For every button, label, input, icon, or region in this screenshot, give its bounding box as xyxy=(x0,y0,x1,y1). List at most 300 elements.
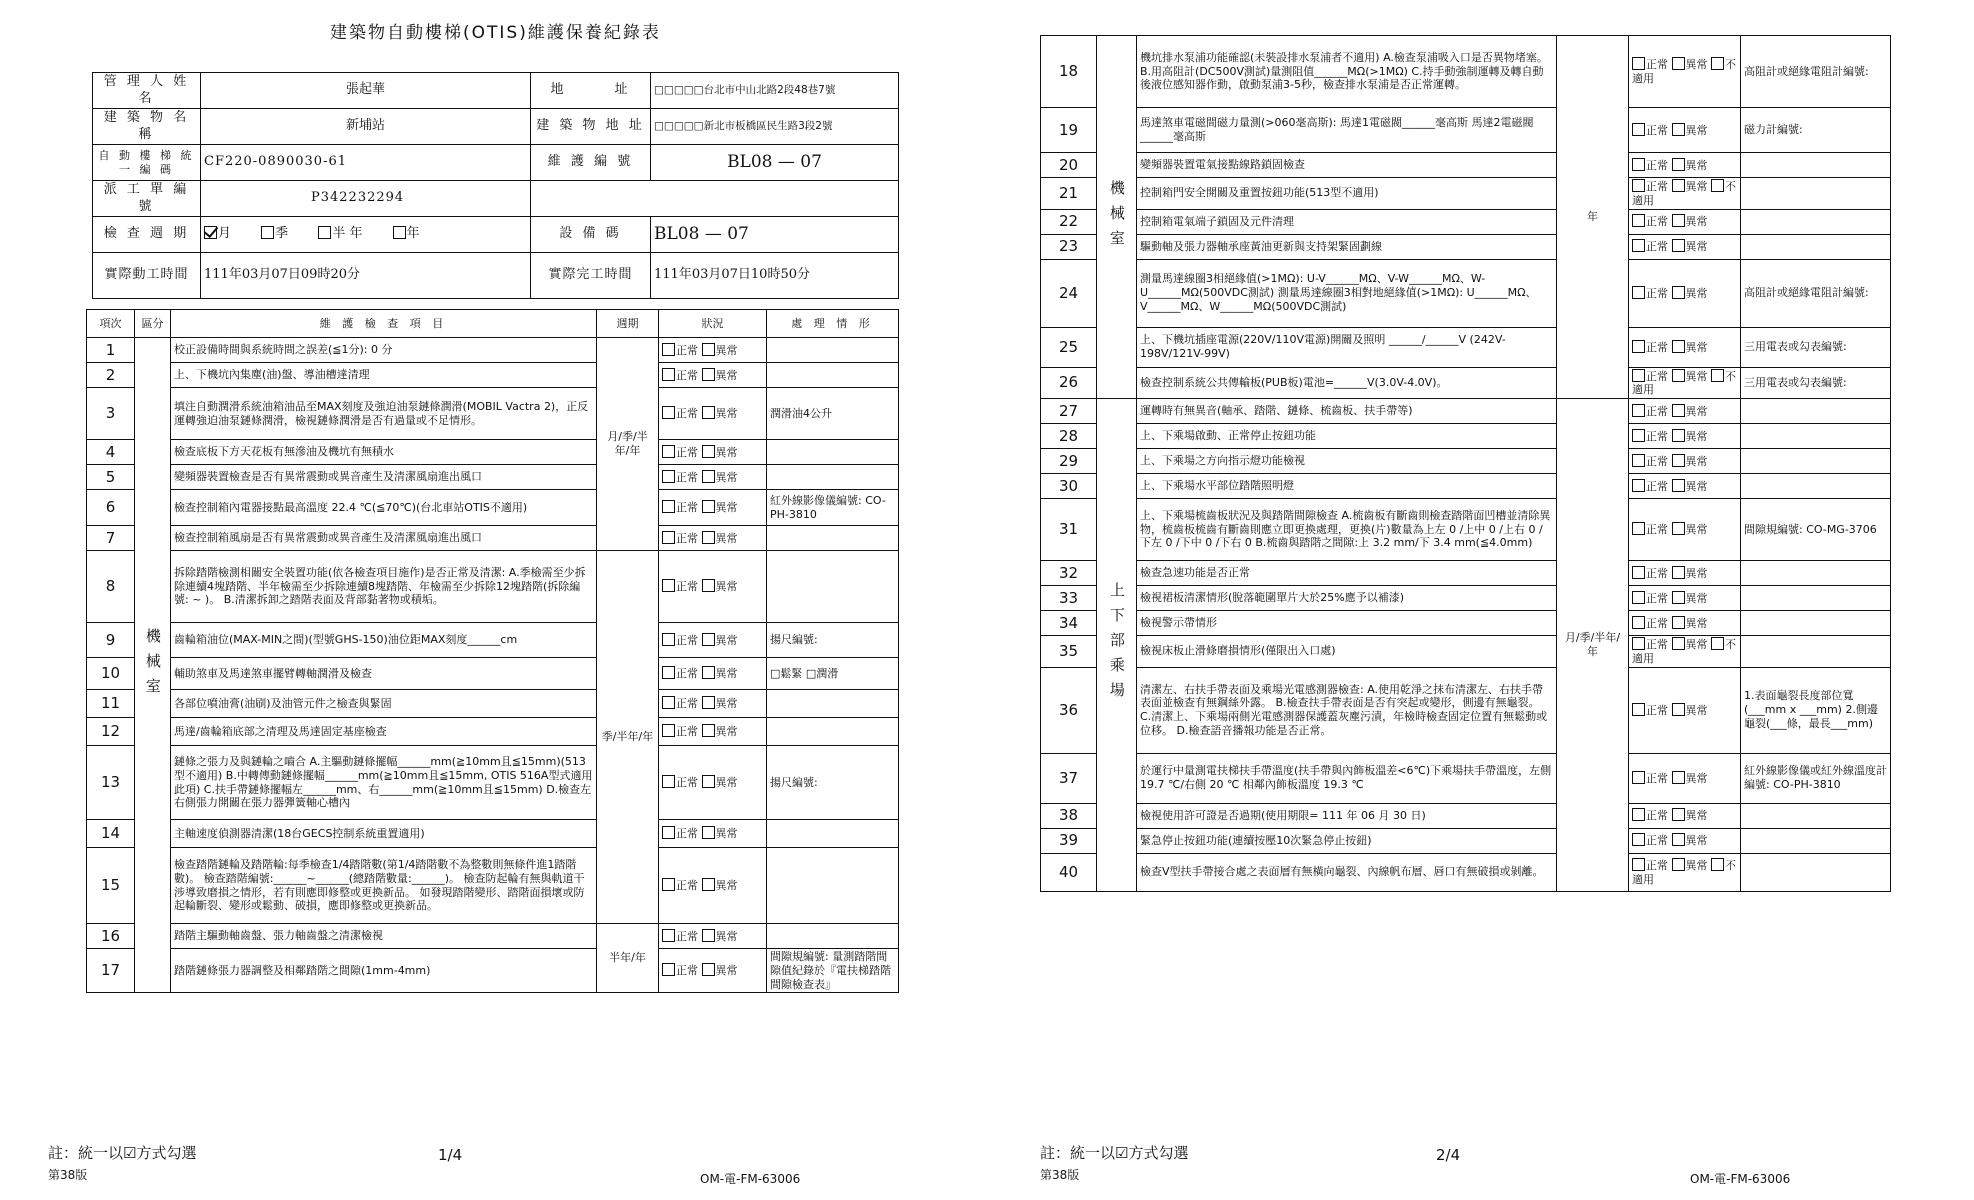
checkbox-icon[interactable] xyxy=(702,775,715,788)
status-option-label: 異常 xyxy=(715,343,738,357)
checkbox-icon[interactable] xyxy=(662,343,675,356)
checkbox-icon[interactable] xyxy=(1672,57,1685,70)
checkbox-icon[interactable] xyxy=(702,368,715,381)
status-cell xyxy=(1629,36,1741,108)
table-row xyxy=(1041,153,1891,178)
checkbox-icon[interactable] xyxy=(662,929,675,942)
item-number: 25 xyxy=(1041,327,1097,367)
item-number: 2 xyxy=(87,363,135,388)
status-option-label: 正常 xyxy=(676,580,698,594)
item-text: 上、下機坑內集塵(油)盤、導油槽達清理 xyxy=(171,363,597,388)
item-number: 11 xyxy=(87,690,135,718)
item-text: 緊急停止按鈕功能(連續按壓10次緊急停止按鈕) xyxy=(1137,828,1557,853)
note-cell xyxy=(767,440,899,465)
checkbox-checked-icon[interactable] xyxy=(204,226,217,239)
checkbox-icon[interactable] xyxy=(1632,591,1645,604)
checkbox-icon[interactable] xyxy=(702,963,715,976)
status-cell xyxy=(1629,449,1741,474)
manager-value: 張起華 xyxy=(201,73,531,109)
table-row xyxy=(1041,449,1891,474)
note-cell xyxy=(1741,561,1891,586)
checkbox-icon[interactable] xyxy=(1672,637,1685,650)
manager-label: 管 理 人 姓 名 xyxy=(93,73,201,109)
status-option-label: 正常 xyxy=(1646,858,1668,872)
status-option-label: 不適用 xyxy=(1632,58,1736,85)
item-text: 齒輪箱油位(MAX-MIN之間)(型號GHS-150)油位距MAX刻度______cm xyxy=(171,623,597,658)
item-text: 檢視裙板清潔情形(脫落範圍單片大於25%應予以補漆) xyxy=(1137,586,1557,611)
status-option-label: 異常 xyxy=(715,879,738,893)
status-cell xyxy=(1629,828,1741,853)
item-text: 檢視床板止滑條磨損情形(僅限出入口處) xyxy=(1137,636,1557,668)
status-option-label: 正常 xyxy=(1646,703,1668,717)
checkbox-icon[interactable] xyxy=(662,633,675,646)
status-option-label: 異常 xyxy=(1685,703,1708,717)
status-cell xyxy=(659,338,767,363)
checkbox-icon[interactable] xyxy=(1632,522,1645,535)
note-cell xyxy=(1741,803,1891,828)
item-number: 30 xyxy=(1041,474,1097,499)
status-option-label: 正常 xyxy=(676,407,698,421)
checkbox-icon[interactable] xyxy=(1672,771,1685,784)
note-cell: 揚尺編號: xyxy=(767,623,899,658)
status-option-label: 正常 xyxy=(676,879,698,893)
table-row xyxy=(1041,474,1891,499)
table-row xyxy=(87,848,899,924)
checkbox-icon[interactable] xyxy=(1632,637,1645,650)
status-cell xyxy=(659,465,767,490)
checkbox-icon[interactable] xyxy=(1672,404,1685,417)
status-option-label: 異常 xyxy=(715,725,738,739)
checkbox-icon[interactable] xyxy=(1632,123,1645,136)
status-option-label: 正常 xyxy=(1646,591,1668,605)
checkbox-icon[interactable] xyxy=(318,226,331,239)
note-cell: 磁力計編號: xyxy=(1741,108,1891,153)
edition: 第38版 xyxy=(48,1168,88,1182)
building-name-value: 新埔站 xyxy=(201,109,531,145)
status-option-label: 異常 xyxy=(715,445,738,459)
status-cell xyxy=(1629,803,1741,828)
note-cell: □鬆緊 □潤滑 xyxy=(767,658,899,690)
note-cell xyxy=(767,848,899,924)
cycle-cell: 季/半年/年 xyxy=(597,551,659,924)
note-cell: 三用電表或勾表編號: xyxy=(1741,327,1891,367)
note-cell: 三用電表或勾表編號: xyxy=(1741,367,1891,399)
checkbox-icon[interactable] xyxy=(662,579,675,592)
checkbox-icon[interactable] xyxy=(1672,369,1685,382)
table-row xyxy=(1041,424,1891,449)
status-option-label: 異常 xyxy=(1685,123,1708,137)
status-option-label: 異常 xyxy=(1685,771,1708,785)
building-name-label: 建 築 物 名 稱 xyxy=(93,109,201,145)
item-text: 測量馬達線圈3相絕緣值(>1MΩ): U-V______MΩ、V-W______MΩ、W-U______MΩ(500VDC測試) 測量馬達線圈3相對地絕緣值(>1MΩ): U______MΩ、V______MΩ、W______MΩ(500VDC測試) xyxy=(1137,259,1557,327)
edition: 第38版 xyxy=(1040,1168,1080,1182)
checkbox-icon[interactable] xyxy=(1632,286,1645,299)
table-row xyxy=(1041,611,1891,636)
table-row xyxy=(87,746,899,820)
table-row xyxy=(1041,234,1891,259)
status-cell xyxy=(659,848,767,924)
note-cell xyxy=(1741,424,1891,449)
checkbox-icon[interactable] xyxy=(1672,123,1685,136)
cycle-cell: 月/季/半年/年 xyxy=(1557,399,1629,892)
checkbox-icon[interactable] xyxy=(1632,616,1645,629)
checkbox-icon[interactable] xyxy=(393,226,406,239)
status-cell xyxy=(659,690,767,718)
status-cell xyxy=(1629,153,1741,178)
status-option-label: 不適用 xyxy=(1632,369,1736,397)
status-cell xyxy=(1629,108,1741,153)
checkbox-icon[interactable] xyxy=(662,368,675,381)
table-row xyxy=(87,551,899,623)
checkbox-icon[interactable] xyxy=(1672,340,1685,353)
checkbox-icon[interactable] xyxy=(1632,858,1645,871)
end-value: 111年03月07日10時50分 xyxy=(651,253,899,299)
note-cell xyxy=(767,718,899,746)
status-option-label: 異常 xyxy=(1685,858,1708,872)
status-option-label: 正常 xyxy=(1646,340,1668,354)
checkbox-icon[interactable] xyxy=(1632,404,1645,417)
table-row xyxy=(1041,803,1891,828)
checkbox-icon[interactable] xyxy=(662,666,675,679)
status-option-label: 異常 xyxy=(715,407,738,421)
building-address-value: □□□□□新北市板橋區民生路3段2號 xyxy=(651,109,899,145)
table-row xyxy=(1041,259,1891,327)
checkbox-icon[interactable] xyxy=(1632,429,1645,442)
col-status: 狀況 xyxy=(659,310,767,338)
status-option-label: 正常 xyxy=(1646,158,1668,172)
status-option-label: 異常 xyxy=(715,580,738,594)
note-cell xyxy=(1741,178,1891,210)
status-option-label: 異常 xyxy=(1685,809,1708,823)
checkbox-icon[interactable] xyxy=(702,579,715,592)
doc-number: OM-電-FM-63006 xyxy=(700,1172,801,1186)
checkbox-icon[interactable] xyxy=(1632,57,1645,70)
table-row xyxy=(1041,399,1891,424)
item-number: 10 xyxy=(87,658,135,690)
checkbox-icon[interactable] xyxy=(662,406,675,419)
item-text: 馬達煞車電磁間磁力量測(>060毫高斯): 馬達1電磁閥______毫高斯 馬達2電磁閥______毫高斯 xyxy=(1137,108,1557,153)
note-cell xyxy=(767,690,899,718)
status-option-label: 正常 xyxy=(1646,286,1668,300)
note-cell: 揚尺編號: xyxy=(767,746,899,820)
checkbox-icon[interactable] xyxy=(702,878,715,891)
table-row xyxy=(87,623,899,658)
checkbox-icon[interactable] xyxy=(1711,637,1724,650)
checkbox-icon[interactable] xyxy=(1632,340,1645,353)
checkbox-icon[interactable] xyxy=(1672,286,1685,299)
checkbox-icon[interactable] xyxy=(702,500,715,513)
item-text: 控制箱門安全開關及重置按鈕功能(513型不適用) xyxy=(1137,178,1557,210)
item-text: 上、下乘場啟動、正常停止按鈕功能 xyxy=(1137,424,1557,449)
item-number: 23 xyxy=(1041,234,1097,259)
checkbox-icon[interactable] xyxy=(702,470,715,483)
checkbox-icon[interactable] xyxy=(702,929,715,942)
status-option-label: 正常 xyxy=(1646,180,1668,193)
item-number: 37 xyxy=(1041,753,1097,803)
item-text: 檢視警示帶情形 xyxy=(1137,611,1557,636)
header-table xyxy=(92,72,899,299)
status-option-label: 不適用 xyxy=(1632,180,1736,207)
maint-no-value: BL08 — 07 xyxy=(651,145,899,181)
table-row xyxy=(87,658,899,690)
status-cell xyxy=(659,526,767,551)
status-option-label: 異常 xyxy=(715,633,738,647)
status-option-label: 正常 xyxy=(676,501,698,515)
checkbox-icon[interactable] xyxy=(702,445,715,458)
status-option-label: 異常 xyxy=(715,667,738,681)
status-option-label: 異常 xyxy=(1685,834,1708,848)
item-number: 28 xyxy=(1041,424,1097,449)
item-number: 27 xyxy=(1041,399,1097,424)
item-text: 變頻器裝置檢查是否有異常震動或異音產生及清潔風扇進出風口 xyxy=(171,465,597,490)
table-row xyxy=(1041,636,1891,668)
checkbox-icon[interactable] xyxy=(662,445,675,458)
item-text: 輔助煞車及馬達煞車擺臂轉軸潤滑及檢查 xyxy=(171,658,597,690)
item-number: 35 xyxy=(1041,636,1097,668)
item-number: 7 xyxy=(87,526,135,551)
table-row xyxy=(1041,367,1891,399)
item-number: 9 xyxy=(87,623,135,658)
status-option-label: 正常 xyxy=(1646,616,1668,630)
item-text: 檢查控制箱內電器接點最高溫度 22.4 ℃(≦70℃)(台北車站OTIS不適用) xyxy=(171,490,597,526)
status-cell xyxy=(1629,259,1741,327)
status-option-label: 正常 xyxy=(1646,454,1668,468)
item-number: 1 xyxy=(87,338,135,363)
note-cell: 間隙規編號: CO-MG-3706 xyxy=(1741,499,1891,561)
status-option-label: 異常 xyxy=(1685,479,1708,493)
table-row xyxy=(87,440,899,465)
table-row xyxy=(1041,108,1891,153)
cycle-cell: 半年/年 xyxy=(597,924,659,993)
checkbox-icon[interactable] xyxy=(1672,833,1685,846)
checkbox-icon[interactable] xyxy=(702,633,715,646)
status-cell xyxy=(1629,561,1741,586)
status-cell xyxy=(1629,367,1741,399)
page-number: 2/4 xyxy=(1436,1146,1461,1164)
status-cell xyxy=(1629,636,1741,668)
status-cell xyxy=(1629,667,1741,753)
checkbox-icon[interactable] xyxy=(1672,808,1685,821)
checkbox-icon[interactable] xyxy=(662,531,675,544)
checkbox-icon[interactable] xyxy=(1711,369,1724,382)
status-option-label: 正常 xyxy=(676,697,698,711)
checkbox-icon[interactable] xyxy=(261,226,274,239)
checkbox-icon[interactable] xyxy=(1632,479,1645,492)
maint-no-label: 維 護 編 號 xyxy=(531,145,651,181)
status-option-label: 異常 xyxy=(1685,429,1708,443)
checkbox-icon[interactable] xyxy=(662,775,675,788)
status-option-label: 異常 xyxy=(1685,369,1708,383)
item-text: 檢查踏階鏈輪及踏階輪:每季檢查1/4踏階數(第1/4踏階數不為整數則無條件進1踏階數)。 檢查踏階編號:______~______(總踏階數量:______)。 檢查防起輪有無與軌道干涉導致磨損之情形，若有則應即修整或更換新品。 如發現踏階變形、踏階面損壞或防起輪斷裂、變形或鬆動、破損，應即修整或更換新品。 xyxy=(171,848,597,924)
status-option-label: 正常 xyxy=(676,929,698,943)
status-option-label: 正常 xyxy=(676,964,698,978)
item-text: 校正設備時間與系統時間之誤差(≦1分): 0 分 xyxy=(171,338,597,363)
item-number: 29 xyxy=(1041,449,1097,474)
status-option-label: 正常 xyxy=(1646,369,1668,383)
table-row xyxy=(87,718,899,746)
checkbox-icon[interactable] xyxy=(662,724,675,737)
checkbox-icon[interactable] xyxy=(702,666,715,679)
item-number: 5 xyxy=(87,465,135,490)
table-row xyxy=(1041,586,1891,611)
item-text: 檢查控制箱風扇是否有異常震動或異音產生及清潔風扇進出風口 xyxy=(171,526,597,551)
status-option-label: 異常 xyxy=(1685,215,1708,229)
status-option-label: 異常 xyxy=(1685,566,1708,580)
status-option-label: 正常 xyxy=(1646,404,1668,418)
item-number: 34 xyxy=(1041,611,1097,636)
items-body-1 xyxy=(87,338,899,993)
checkbox-icon[interactable] xyxy=(662,470,675,483)
item-number: 20 xyxy=(1041,153,1097,178)
table-row xyxy=(1041,561,1891,586)
item-text: 上、下乘場之方向指示燈功能檢視 xyxy=(1137,449,1557,474)
items-table-1 xyxy=(86,309,899,993)
form-title: 建築物自動樓梯(OTIS)維護保養紀錄表 xyxy=(330,23,661,43)
status-option-label: 不適用 xyxy=(1632,858,1736,886)
item-text: 踏階主驅動軸齒盤、張力軸齒盤之清潔檢視 xyxy=(171,924,597,949)
status-option-label: 正常 xyxy=(676,776,698,790)
item-text: 機坑排水泵浦功能確認(未裝設排水泵浦者不適用) A.檢查泵浦吸入口是否異物堵塞。 B.用高阻計(DC500V測試)量測阻值______MΩ(>1MΩ) C.持手動強制運轉及轉自動後液位感知器作動，啟動泵浦3-5秒，檢查排水泵浦是否正常運轉。 xyxy=(1137,36,1557,108)
checkbox-icon[interactable] xyxy=(702,826,715,839)
checkbox-icon[interactable] xyxy=(662,878,675,891)
table-row xyxy=(1041,327,1891,367)
status-option-label: 異常 xyxy=(1685,58,1708,72)
item-number: 32 xyxy=(1041,561,1097,586)
checkbox-icon[interactable] xyxy=(1632,158,1645,171)
item-text: 變頻器裝置電氣接點線路鎖固檢查 xyxy=(1137,153,1557,178)
note-cell xyxy=(767,526,899,551)
checkbox-icon[interactable] xyxy=(1672,214,1685,227)
status-cell xyxy=(1629,853,1741,891)
status-cell xyxy=(659,490,767,526)
checkbox-icon[interactable] xyxy=(662,500,675,513)
item-text: 檢查底板下方天花板有無滲油及機坑有無積水 xyxy=(171,440,597,465)
note-cell xyxy=(767,338,899,363)
status-cell xyxy=(1629,474,1741,499)
table-row xyxy=(87,690,899,718)
status-option-label: 正常 xyxy=(676,445,698,459)
item-text: 各部位噴油膏(油刷)及油管元件之檢查與緊固 xyxy=(171,690,597,718)
cycle-cell: 月/季/半年/年 xyxy=(597,338,659,551)
col-cycle: 週期 xyxy=(597,310,659,338)
item-number: 19 xyxy=(1041,108,1097,153)
checkbox-icon[interactable] xyxy=(1672,239,1685,252)
checkbox-icon[interactable] xyxy=(1711,858,1724,871)
checkbox-icon[interactable] xyxy=(1672,179,1685,192)
status-option-label: 異常 xyxy=(715,776,738,790)
item-number: 26 xyxy=(1041,367,1097,399)
equip-no-label: 設 備 碼 xyxy=(531,217,651,253)
checkbox-icon[interactable] xyxy=(702,724,715,737)
status-cell xyxy=(1629,611,1741,636)
item-text: 馬達/齒輪箱底部之清理及馬達固定基座檢查 xyxy=(171,718,597,746)
status-option-label: 正常 xyxy=(1646,479,1668,493)
item-number: 4 xyxy=(87,440,135,465)
status-option-label: 異常 xyxy=(1685,340,1708,354)
item-text: 鏈條之張力及與鏈輪之嚙合 A.主驅動鏈條擺幅______mm(≧10mm且≦15mm)(513型不適用) B.中轉傳動鏈條擺幅______mm(≧10mm且≦15mm, OTIS 516A型式適用此項) C.扶手帶鏈條擺幅左______mm、右______mm(≧10mm且≦15mm) D.檢查左右側張力開關在張力器彈簧軸心槽內 xyxy=(171,746,597,820)
checkbox-icon[interactable] xyxy=(1632,833,1645,846)
status-cell xyxy=(1629,209,1741,234)
status-option-label: 正常 xyxy=(1646,58,1668,72)
table-row xyxy=(1041,828,1891,853)
status-option-label: 正常 xyxy=(1646,429,1668,443)
table-row xyxy=(87,465,899,490)
checkbox-icon[interactable] xyxy=(1632,454,1645,467)
checkbox-icon[interactable] xyxy=(662,696,675,709)
status-option-label: 異常 xyxy=(1685,523,1708,537)
col-no: 項次 xyxy=(87,310,135,338)
checkbox-icon[interactable] xyxy=(1672,616,1685,629)
item-number: 33 xyxy=(1041,586,1097,611)
note-cell xyxy=(1741,153,1891,178)
status-cell xyxy=(659,746,767,820)
item-number: 13 xyxy=(87,746,135,820)
status-option-label: 正常 xyxy=(1646,523,1668,537)
checkbox-icon[interactable] xyxy=(1672,522,1685,535)
checkbox-icon[interactable] xyxy=(1711,57,1724,70)
checkbox-icon[interactable] xyxy=(1672,454,1685,467)
note-cell xyxy=(1741,636,1891,668)
checkbox-icon[interactable] xyxy=(1672,703,1685,716)
status-option-label: 異常 xyxy=(1685,180,1708,193)
checkbox-icon[interactable] xyxy=(1632,566,1645,579)
checkbox-icon[interactable] xyxy=(1632,808,1645,821)
item-number: 31 xyxy=(1041,499,1097,561)
note-cell xyxy=(1741,828,1891,853)
table-row xyxy=(1041,36,1891,108)
item-number: 17 xyxy=(87,949,135,993)
checkbox-icon[interactable] xyxy=(1672,429,1685,442)
checkbox-icon[interactable] xyxy=(702,343,715,356)
status-cell xyxy=(1629,753,1741,803)
cycle-label: 檢 查 週 期 xyxy=(93,217,201,253)
checkbox-icon[interactable] xyxy=(1632,179,1645,192)
item-number: 14 xyxy=(87,820,135,848)
checkbox-icon[interactable] xyxy=(662,963,675,976)
start-label: 實際動工時間 xyxy=(93,253,201,299)
checkbox-icon[interactable] xyxy=(1672,858,1685,871)
checkbox-icon[interactable] xyxy=(702,531,715,544)
checkbox-icon[interactable] xyxy=(1672,479,1685,492)
note-cell: 間隙規編號: 量測踏階間隙值紀錄於『電扶梯踏階間隙檢查表』 xyxy=(767,949,899,993)
checkbox-icon[interactable] xyxy=(662,826,675,839)
page-1 xyxy=(0,0,980,1200)
status-option-label: 異常 xyxy=(715,697,738,711)
table-row xyxy=(87,820,899,848)
checkbox-icon[interactable] xyxy=(1672,158,1685,171)
checkbox-icon[interactable] xyxy=(1632,239,1645,252)
checkbox-icon[interactable] xyxy=(1632,771,1645,784)
checkbox-icon[interactable] xyxy=(1632,369,1645,382)
table-row xyxy=(1041,178,1891,210)
item-text: 主軸速度偵測器清潔(18台GECS控制系統重置適用) xyxy=(171,820,597,848)
checkbox-icon[interactable] xyxy=(1632,703,1645,716)
checkbox-icon[interactable] xyxy=(702,696,715,709)
checkbox-icon[interactable] xyxy=(1711,179,1724,192)
status-option-label: 正常 xyxy=(1646,809,1668,823)
note-cell xyxy=(1741,399,1891,424)
note-cell xyxy=(767,820,899,848)
table-row xyxy=(87,363,899,388)
checkbox-icon[interactable] xyxy=(1672,591,1685,604)
note-cell xyxy=(1741,474,1891,499)
work-order-value: P342232294 xyxy=(201,181,531,217)
checkbox-icon[interactable] xyxy=(702,406,715,419)
checkbox-icon[interactable] xyxy=(1672,566,1685,579)
status-option-label: 正常 xyxy=(676,368,698,382)
status-option-label: 正常 xyxy=(1646,123,1668,137)
checkbox-icon[interactable] xyxy=(1632,214,1645,227)
